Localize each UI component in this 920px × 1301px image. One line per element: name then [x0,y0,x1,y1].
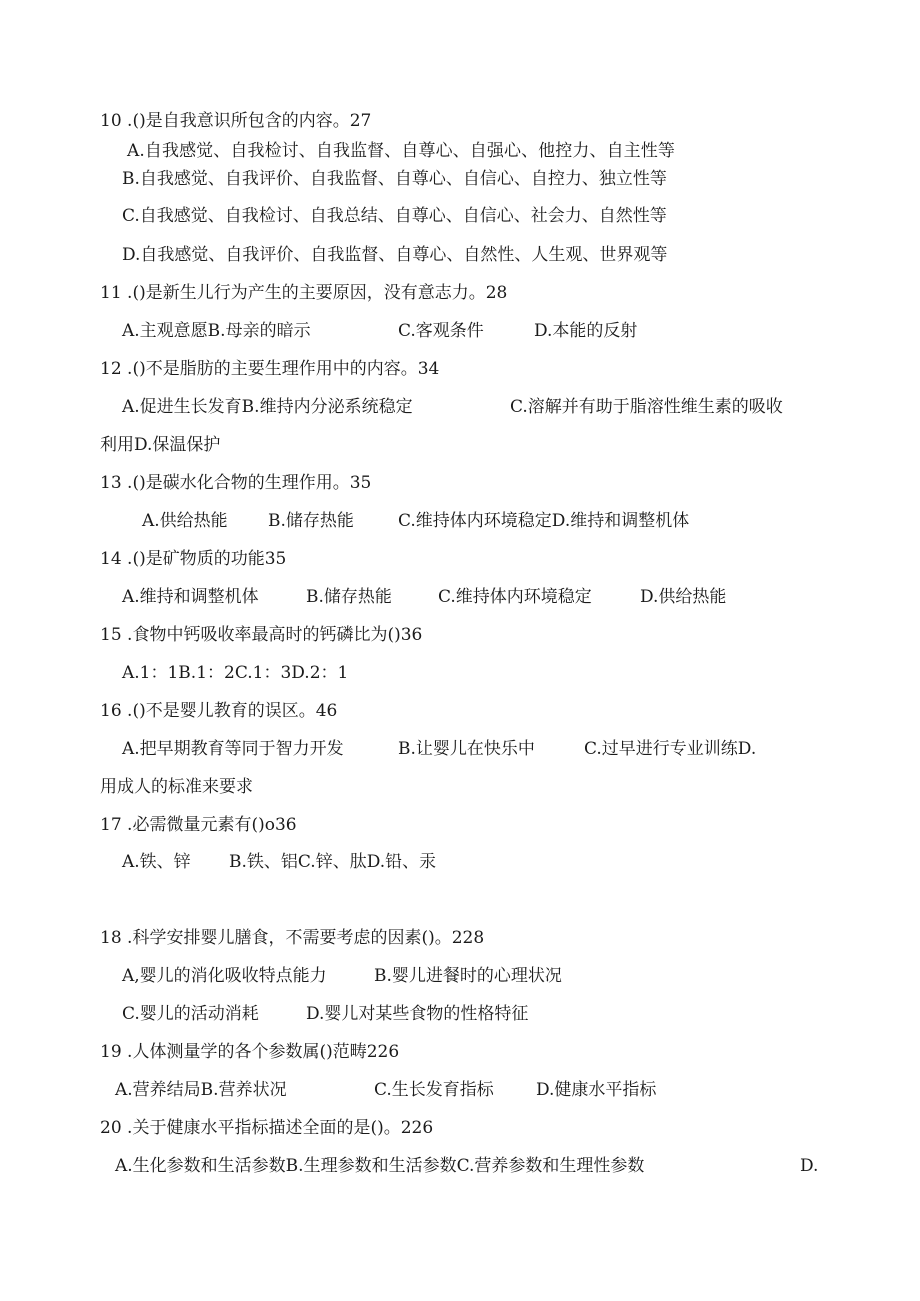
question-15-stem: 15 .食物中钙吸收率最高时的钙磷比为()36 [100,625,423,645]
question-19-option-d: D.健康水平指标 [536,1080,657,1100]
question-16-option-continued: 用成人的标准来要求 [100,777,253,797]
question-10-stem: 10 .()是自我意识所包含的内容。27 [100,111,372,131]
question-14-option-a: A.维持和调整机体 [122,587,259,607]
question-12-stem: 12 .()不是脂肪的主要生理作用中的内容。34 [100,359,440,379]
question-14-stem: 14 .()是矿物质的功能35 [100,549,287,569]
question-11-stem: 11 .()是新生儿行为产生的主要原因，没有意志力。28 [100,283,508,303]
question-11-option-ab: A.主观意愿B.母亲的暗示 [122,321,311,341]
question-14-option-c: C.维持体内环境稳定 [438,587,592,607]
question-16-option-a: A.把早期教育等同于智力开发 [122,739,344,759]
question-14-option-b: B.储存热能 [306,587,392,607]
question-20-option-d: D. [800,1156,819,1176]
question-15-options: A.1：1B.1：2C.1：3D.2：1 [122,663,349,683]
question-17-option-a: A.铁、锌 [122,852,191,872]
question-13-option-b: B.储存热能 [268,511,354,531]
question-12-option-c: C.溶解并有助于脂溶性维生素的吸收 [510,397,783,417]
question-18-option-d: D.婴儿对某些食物的性格特征 [306,1004,529,1024]
question-13-stem: 13 .()是碳水化合物的生理作用。35 [100,473,372,493]
question-13-option-cd: C.维持体内环境稳定D.维持和调整机体 [398,511,690,531]
question-18-option-c: C.婴儿的活动消耗 [122,1004,259,1024]
question-11-option-c: C.客观条件 [398,321,484,341]
question-18-stem: 18 .科学安排婴儿膳食，不需要考虑的因素()。228 [100,928,485,948]
question-11-option-d: D.本能的反射 [534,321,638,341]
question-19-stem: 19 .人体测量学的各个参数属()范畴226 [100,1042,400,1062]
question-12-option-continued: 利用D.保温保护 [100,435,221,455]
question-16-option-cd: C.过早进行专业训练D. [584,739,757,759]
question-10-option-c: C.自我感觉、自我检讨、自我总结、自尊心、自信心、社会力、自然性等 [122,206,667,226]
question-19-option-c: C.生长发育指标 [374,1080,494,1100]
question-20-option-abc: A.生化参数和生活参数B.生理参数和生活参数C.营养参数和生理性参数 [115,1156,645,1176]
question-17-stem: 17 .必需微量元素有()o36 [100,815,297,835]
question-19-option-ab: A.营养结局B.营养状况 [115,1080,287,1100]
question-16-option-b: B.让婴儿在快乐中 [398,739,535,759]
question-12-option-ab: A.促进生长发育B.维持内分泌系统稳定 [122,397,413,417]
question-17-option-bcd: B.铁、铝C.锌、肽D.铅、汞 [229,852,437,872]
question-10-option-d: D.自我感觉、自我评价、自我监督、自尊心、自然性、人生观、世界观等 [122,245,668,265]
question-14-option-d: D.供给热能 [640,587,727,607]
question-16-stem: 16 .()不是婴儿教育的误区。46 [100,701,338,721]
question-18-option-b: B.婴儿进餐时的心理状况 [374,966,562,986]
question-10-option-a: A.自我感觉、自我检讨、自我监督、自尊心、自强心、他控力、自主性等 [127,141,675,161]
question-20-stem: 20 .关于健康水平指标描述全面的是()。226 [100,1118,434,1138]
question-10-option-b: B.自我感觉、自我评价、自我监督、自尊心、自信心、自控力、独立性等 [122,169,667,189]
question-18-option-a: A,婴儿的消化吸收特点能力 [122,966,327,986]
question-13-option-a: A.供给热能 [142,511,228,531]
